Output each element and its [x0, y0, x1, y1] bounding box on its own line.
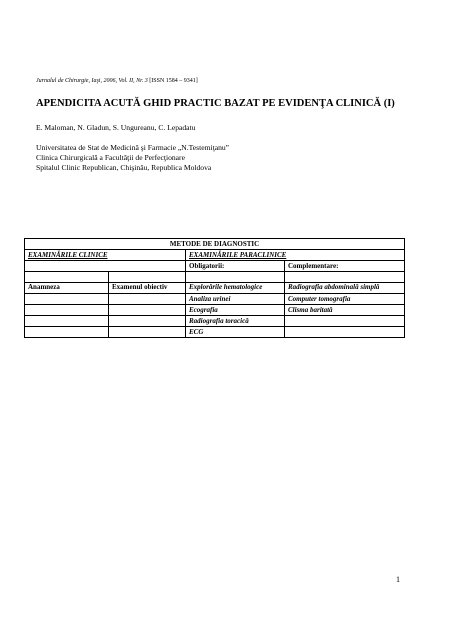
article-authors: E. Maloman, N. Gladun, S. Ungureanu, C. Lepadatu: [36, 123, 196, 132]
empty-cell: [186, 272, 285, 283]
empty-cell: [25, 305, 109, 316]
complementary-item: Clisma baritată: [285, 305, 405, 316]
table-title: METODE DE DIAGNOSTIC: [25, 239, 405, 250]
affiliation-clinic: Clinica Chirurgicală a Facultăţii de Perfecţionare: [36, 153, 185, 162]
paraclinical-exams-header: EXAMINĂRILE PARACLINICE: [186, 250, 405, 261]
required-item: Analiza urinei: [186, 294, 285, 305]
empty-cell: [25, 294, 109, 305]
clinical-objective-exam: Examenul obiectiv: [109, 283, 186, 294]
empty-cell: [285, 272, 405, 283]
empty-cell: [109, 294, 186, 305]
journal-citation: [36, 78, 198, 84]
affiliation-hospital: Spitalul Clinic Republican, Chişinău, Republica Moldova: [36, 163, 212, 172]
journal-name: Jurnalul de Chirurgie, Iaşi, 2006, Vol. II, Nr. 3: [36, 78, 148, 84]
required-item: Explorările hematologice: [186, 283, 285, 294]
complementary-item: Computer tomografia: [285, 294, 405, 305]
journal-issn: [ISSN 1584 – 9341]: [149, 78, 198, 84]
complementary-header: Complementare:: [285, 261, 405, 272]
required-header: Obligatorii:: [186, 261, 285, 272]
empty-cell: [25, 316, 109, 327]
empty-cell: [109, 316, 186, 327]
required-item: Radiografia toracică: [186, 316, 285, 327]
article-title: APENDICITA ACUTĂ GHID PRACTIC BAZAT PE EVIDENŢA CLINICĂ (I): [36, 98, 395, 109]
empty-cell: [109, 272, 186, 283]
empty-cell: [109, 327, 186, 338]
complementary-item: Radiografia abdominală simplă: [285, 283, 405, 294]
clinical-anamnesis: Anamneza: [25, 283, 109, 294]
diagnostic-methods-table: [24, 238, 405, 338]
empty-cell: [109, 305, 186, 316]
empty-cell: [285, 316, 405, 327]
empty-cell: [25, 272, 109, 283]
clinical-exams-header: EXAMINĂRILE CLINICE: [25, 250, 186, 261]
empty-cell: [25, 261, 186, 272]
required-item: Ecografia: [186, 305, 285, 316]
page-number: 1: [396, 575, 400, 584]
required-item: ECG: [186, 327, 285, 338]
empty-cell: [285, 327, 405, 338]
affiliations: [36, 143, 229, 173]
affiliation-university: Universitatea de Stat de Medicină şi Farmacie „N.Testemiţanu”: [36, 143, 230, 152]
empty-cell: [25, 327, 109, 338]
